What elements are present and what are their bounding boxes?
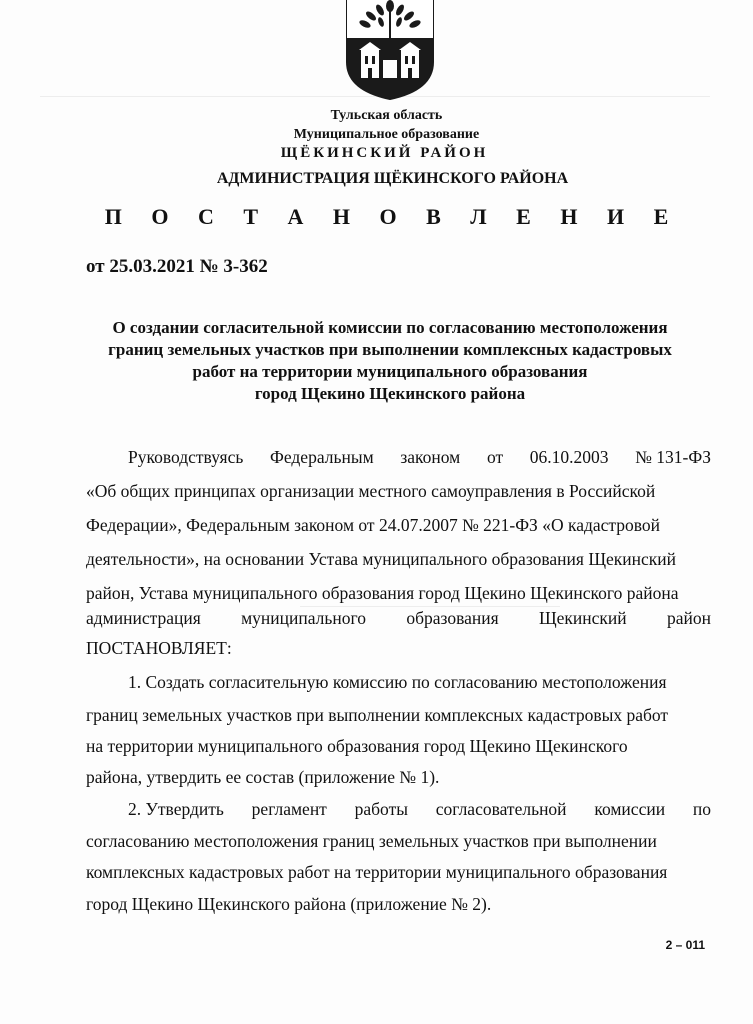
preamble-line-1	[128, 445, 711, 469]
district-heading: ЩЁКИНСКИЙ РАЙОН	[280, 145, 489, 161]
administration-heading: АДМИНИСТРАЦИЯ ЩЁКИНСКОГО РАЙОНА	[216, 170, 569, 187]
word: район	[666, 608, 711, 628]
word: регламент	[251, 799, 327, 819]
document-title	[60, 317, 720, 405]
region-heading: Тульская область	[330, 108, 443, 123]
word: Руководствуясь	[128, 447, 244, 467]
title-line: границ земельных участков при выполнении комплексных кадастровых	[108, 340, 672, 359]
municipal-formation-heading: Муниципальное образование	[293, 127, 480, 142]
item1-line-3: на территории муниципального образования город Щекино Щекинского	[86, 736, 628, 756]
item2-line-1	[128, 797, 711, 821]
preamble-line-2: «Об общих принципах организации местного самоуправления в Российской	[86, 481, 656, 501]
word: № 131-ФЗ	[635, 447, 711, 467]
item1-line-2: границ земельных участков при выполнении комплексных кадастровых работ	[86, 705, 669, 725]
title-line: работ на территории муниципального образования	[192, 362, 588, 381]
title-line: город Щекино Щекинского района	[254, 384, 526, 403]
item2-line-2: согласованию местоположения границ земельных участков при выполнении	[86, 831, 657, 851]
word: Щекинский	[538, 608, 627, 628]
preamble-line-7: ПОСТАНОВЛЯЕТ:	[86, 638, 232, 658]
word: 06.10.2003	[529, 447, 609, 467]
word: 2. Утвердить	[128, 799, 224, 819]
word: законом	[400, 447, 461, 467]
word: от	[486, 447, 504, 467]
item1-line-4: района, утвердить ее состав (приложение № 1).	[86, 767, 440, 787]
word: по	[692, 799, 711, 819]
word: образования	[406, 608, 499, 628]
page-code: 2 – 011	[665, 938, 705, 952]
item1-line-1: 1. Создать согласительную комиссию по согласованию местоположения	[128, 672, 667, 692]
word: Федеральным	[270, 447, 374, 467]
preamble-line-5: район, Устава муниципального образования город Щекино Щекинского района	[86, 583, 679, 603]
preamble-line-6	[86, 606, 711, 630]
item2-line-4: город Щекино Щекинского района (приложение № 2).	[86, 894, 492, 914]
preamble-line-3: Федерации», Федеральным законом от 24.07.2007 № 221-ФЗ «О кадастровой	[86, 515, 661, 535]
word: комиссии	[594, 799, 666, 819]
document-type-heading: П О С Т А Н О В Л Е Н И Е	[104, 204, 681, 229]
item2-line-3: комплексных кадастровых работ на территории муниципального образования	[86, 862, 668, 882]
title-line: О создании согласительной комиссии по согласованию местоположения	[112, 318, 668, 337]
preamble-line-4: деятельности», на основании Устава муниципального образования Щекинский	[86, 549, 676, 569]
coat-of-arms-emblem-icon	[343, 0, 437, 100]
date-number: от 25.03.2021 № 3-362	[86, 256, 268, 277]
word: администрация	[86, 608, 201, 628]
word: муниципального	[241, 608, 367, 628]
word: работы	[354, 799, 408, 819]
word: согласовательной	[435, 799, 567, 819]
